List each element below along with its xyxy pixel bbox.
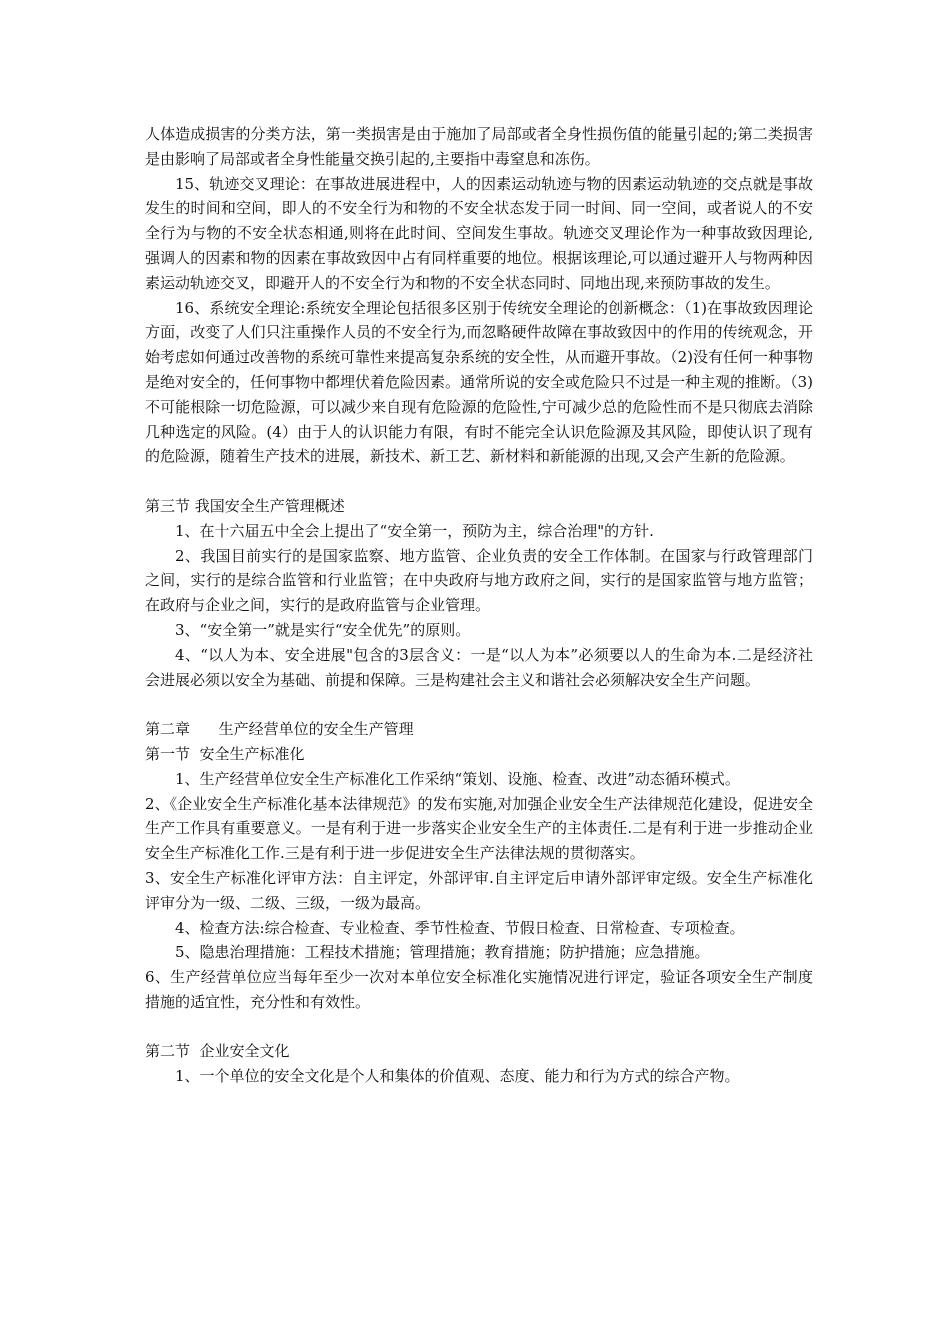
paragraph-safety-culture: 1、一个单位的安全文化是个人和集体的价值观、态度、能力和行为方式的综合产物。 [175, 1067, 740, 1086]
spacer [145, 692, 813, 717]
paragraph-standard-release: 2、《企业安全生产标准化基本法律规范》的发布实施,对加强企业安全生产法律规范化建设，促进安全生产工作具有重要意义。一是有利于进一步落实企业安全生产的主体责任.二是有利于进一步推动企业安全生产标准化工作.三是有利于进一步促进安全生产法律法规的贯彻落实。 [145, 794, 813, 863]
paragraph-work-system: 2、我国目前实行的是国家监察、地方监管、企业负责的安全工作体制。在国家与行政管理部门之间，实行的是综合监管和行业监管；在中央政府与地方政府之间，实行的是国家监管与地方监管；在政府与企业之间，实行的是政府监管与企业管理。 [145, 546, 813, 615]
paragraph-review-method: 3、安全生产标准化评审方法：自主评定，外部评审.自主评定后申请外部评审定级。安全生产标准化评审分为一级、二级、三级，一级为最高。 [145, 868, 813, 912]
paragraph-policy: 1、在十六届五中全会上提出了“安全第一，预防为主，综合治理"的方针. [175, 521, 654, 540]
paragraph-energy-injury: 人体造成损害的分类方法，第一类损害是由于施加了局部或者全身性损伤值的能量引起的;第二类损害是由影响了局部或者全身性能量交换引起的,主要指中毒窒息和冻伤。 [145, 125, 813, 168]
spacer [145, 1015, 813, 1040]
spacer [145, 469, 813, 494]
chapter-heading-2: 第二章 生产经营单位的安全生产管理 [145, 720, 414, 739]
paragraph-trajectory-theory: 15、轨迹交叉理论：在事故进展进程中，人的因素运动轨迹与物的因素运动轨迹的交点就是事故发生的时间和空间，即人的不安全行为和物的不安全状态发于同一时间、同一空间，或者说人的不安全行为与物的不安全状态相通,则将在此时间、空间发生事故。轨迹交叉理论作为一种事故致因理论,强调人的因素和物的因素在事故致因中占有同样重要的地位。根据该理论,可以通过避开人与物两种因素运动轨迹交叉，即避开人的不安全行为和物的不安全状态同时、同地出现,来预防事故的发生。 [145, 174, 813, 292]
paragraph-annual-evaluation: 6、生产经营单位应当每年至少一次对本单位安全标准化实施情况进行评定，验证各项安全生产制度措施的适宜性，充分性和有效性。 [145, 968, 813, 1011]
paragraph-system-safety-theory: 16、系统安全理论:系统安全理论包括很多区别于传统安全理论的创新概念：（1)在事故致因理论方面，改变了人们只注重操作人员的不安全行为,而忽略硬件故障在事故致因中的作用的传统观念，开始考虑如何通过改善物的系统可靠性来提高复杂系统的安全性，从而避开事故。（2)没有任何一种事物是绝对安全的，任何事物中都埋伏着危险因素。通常所说的安全或危险只不过是一种主观的推断。（3)不可能根除一切危险源，可以减少来自现有危险源的危险性,宁可减少总的危险性而不是只彻底去消除几种选定的风险。(4）由于人的认识能力有限，有时不能完全认识危险源及其风险，即使认识了现有的危险源，随着生产技术的进展，新技术、新工艺、新材料和新能源的出现,又会产生新的危险源。 [145, 298, 813, 466]
section-heading-1: 第一节 安全生产标准化 [145, 744, 305, 763]
document-page [145, 122, 813, 1089]
paragraph-standardization-cycle: 1、生产经营单位安全生产标准化工作采纳“策划、设施、检查、改进”动态循环模式。 [175, 769, 740, 788]
paragraph-hazard-measures: 5、隐患治理措施：工程技术措施；管理措施；教育措施；防护措施；应急措施。 [175, 943, 710, 962]
section-heading-2: 第二节 企业安全文化 [145, 1042, 290, 1061]
section-heading-3: 第三节 我国安全生产管理概述 [145, 496, 345, 515]
paragraph-people-oriented: 4、“以人为本、安全进展"包含的3层含义：一是“以人为本”必须要以人的生命为本.二是经济社会进展必须以安全为基础、前提和保障。三是构建社会主义和谐社会必须解决安全生产问题。 [145, 645, 813, 689]
paragraph-inspection-methods: 4、检查方法:综合检查、专业检查、季节性检查、节假日检查、日常检查、专项检查。 [175, 918, 745, 937]
paragraph-safety-first: 3、“安全第一”就是实行“安全优先”的原则。 [175, 620, 471, 639]
